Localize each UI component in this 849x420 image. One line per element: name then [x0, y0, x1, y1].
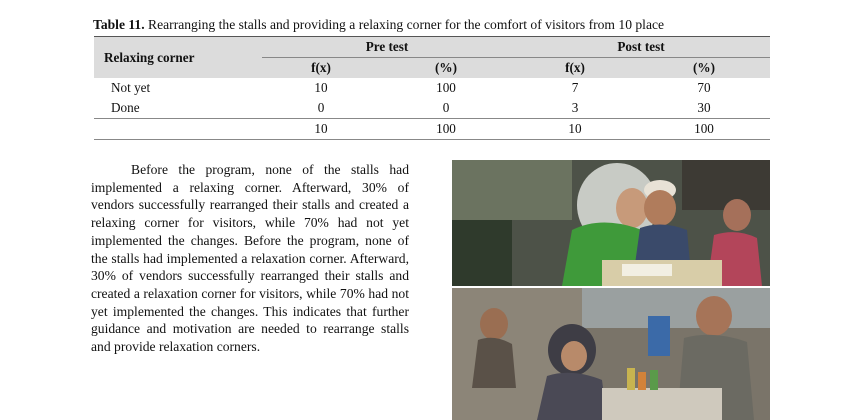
- pre-pct-cell: 100: [436, 80, 456, 95]
- table-number: Table 11.: [93, 17, 145, 32]
- row-label: [94, 119, 262, 140]
- pre-f-header: f(x): [262, 58, 380, 79]
- row-header: Relaxing corner: [94, 37, 262, 79]
- body-paragraph: Before the program, none of the stalls had implemented a relaxing corner. Afterward, 30% of vendors successfully rearranged their stalls and created a relaxing corner for visitors, while 70% had not yet implemented the changes. Before the program, none of the stalls had implemented a relaxation corner. Afterward, 30% of vendors successfully rearranged their stalls and created a relaxation corner for visitors, while 70% had not yet implemented the changes. This indicates that further guidance and motivation are needed to rearrange stalls and provide relaxation corners.: [91, 162, 409, 355]
- pre-f-cell: 10: [314, 80, 328, 95]
- post-pct-cell: 30: [697, 100, 711, 115]
- photo-vendor-stall: [452, 288, 770, 420]
- pre-f-cell: 0: [317, 100, 325, 115]
- table-title: Rearranging the stalls and providing a relaxing corner for the comfort of visitors from 10 place: [144, 17, 665, 32]
- results-table: [94, 36, 770, 140]
- post-pct-cell: 100: [638, 119, 770, 140]
- row-label: Done: [111, 100, 140, 115]
- table-row: [94, 98, 770, 119]
- post-f-cell: 3: [571, 100, 579, 115]
- post-f-cell: 7: [571, 80, 579, 95]
- pre-test-header: Pre test: [262, 37, 512, 58]
- table-row: [94, 78, 770, 98]
- post-f-cell: 10: [512, 119, 638, 140]
- post-pct-header: (%): [638, 58, 770, 79]
- pre-pct-cell: 0: [442, 100, 450, 115]
- photo-vendors-mentoring: [452, 160, 770, 286]
- table-caption: [93, 16, 813, 34]
- pre-pct-header: (%): [380, 58, 512, 79]
- post-f-header: f(x): [512, 58, 638, 79]
- row-label: Not yet: [111, 80, 151, 95]
- pre-pct-cell: 100: [380, 119, 512, 140]
- total-row: [94, 119, 770, 140]
- post-pct-cell: 70: [697, 80, 711, 95]
- post-test-header: Post test: [512, 37, 770, 58]
- pre-f-cell: 10: [262, 119, 380, 140]
